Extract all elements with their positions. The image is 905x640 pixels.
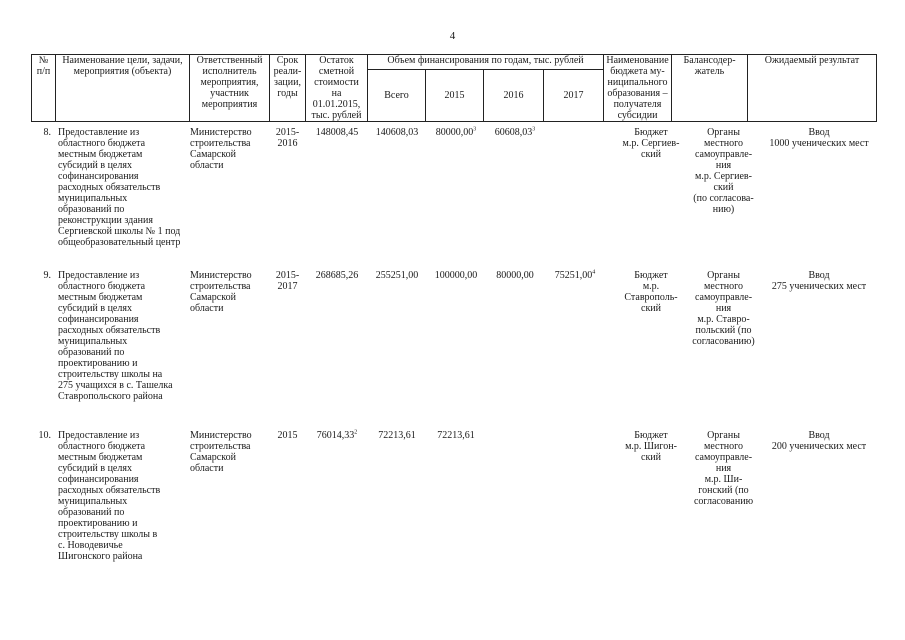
row-number: 9. <box>43 270 51 281</box>
header-financing: Объем финансирования по годам, тыс. рублей <box>368 55 604 70</box>
page-number: 4 <box>449 30 456 42</box>
header-name: Наименование цели, задачи, мероприятия (объекта) <box>56 55 190 122</box>
row-2016: 80000,00 <box>496 270 534 281</box>
row-budget: Бюджет м.р. Ставрополь- ский <box>624 270 678 314</box>
row-name: Предоставление из областного бюджета местным бюджетам субсидий в целях софинансирования расходных обязательств муниципальных образований по реконструкции здания Сергиевской школы № 1 под общеобразовательный центр <box>58 127 181 248</box>
row-responsible: Министерство строительства Самарской области <box>190 270 252 314</box>
row-name: Предоставление из областного бюджета местным бюджетам субсидий в целях софинансирования расходных обязательств муниципальных образований по проектированию и строительству школы на 275 учащихся в с. Ташелка Ставропольского района <box>58 270 173 402</box>
row-2015: 72213,61 <box>437 430 475 441</box>
header-budget: Наименование бюджета му-ниципального образования – получателя субсидии <box>604 55 672 122</box>
row-holder: Органы местного самоуправле- ния м.р. Сергиев- ский (по согласова- нию) <box>693 127 754 215</box>
header-num: № п/п <box>32 55 56 122</box>
row-total: 72213,61 <box>378 430 416 441</box>
header-2015: 2015 <box>426 70 484 122</box>
row-remainder: 268685,26 <box>315 270 359 281</box>
row-term: 2015- 2017 <box>275 270 300 292</box>
row-holder: Органы местного самоуправле- ния м.р. Ставро- польский (по согласованию) <box>692 270 755 347</box>
header-2017: 2017 <box>544 70 604 122</box>
row-responsible: Министерство строительства Самарской области <box>190 127 252 171</box>
header-responsible: Ответственный исполнитель мероприятия, участник мероприятия <box>190 55 270 122</box>
row-number: 8. <box>43 127 51 138</box>
row-budget: Бюджет м.р. Шигон- ский <box>625 430 677 463</box>
row-name: Предоставление из областного бюджета местным бюджетам субсидий в целях софинансирования расходных обязательств муниципальных образований по проектированию и строительству школы в с. Новодевичье Шигонского района <box>58 430 161 562</box>
row-holder: Органы местного самоуправле- ния м.р. Ши- гонский (по согласованию <box>693 430 754 507</box>
row-result: Ввод 200 ученических мест <box>771 430 867 452</box>
row-remainder: 76014,33$^2$ <box>316 429 358 441</box>
row-term: 2015 <box>277 430 298 441</box>
row-2017: 75251,00$^4$ <box>554 269 596 281</box>
header-holder: Балансодер-жатель <box>672 55 748 122</box>
header-remainder: Остаток сметной стоимости на 01.01.2015, тыс. рублей <box>306 55 368 122</box>
row-remainder: 148008,45 <box>315 127 359 138</box>
row-2016: 60608,03$^3$ <box>494 126 536 138</box>
row-2015: 80000,00$^3$ <box>435 126 477 138</box>
header-term: Срок реали-зации, годы <box>270 55 306 122</box>
header-total: Всего <box>368 70 426 122</box>
row-result: Ввод 1000 ученических мест <box>769 127 869 149</box>
row-total: 255251,00 <box>375 270 419 281</box>
header-2016: 2016 <box>484 70 544 122</box>
row-2015: 100000,00 <box>434 270 478 281</box>
row-budget: Бюджет м.р. Сергиев- ский <box>622 127 680 160</box>
table-header <box>31 54 877 122</box>
row-term: 2015- 2016 <box>275 127 300 149</box>
header-result: Ожидаемый результат <box>748 55 877 122</box>
row-responsible: Министерство строительства Самарской области <box>190 430 252 474</box>
row-total: 140608,03 <box>375 127 419 138</box>
row-number: 10. <box>38 430 51 441</box>
row-result: Ввод 275 ученических мест <box>771 270 867 292</box>
